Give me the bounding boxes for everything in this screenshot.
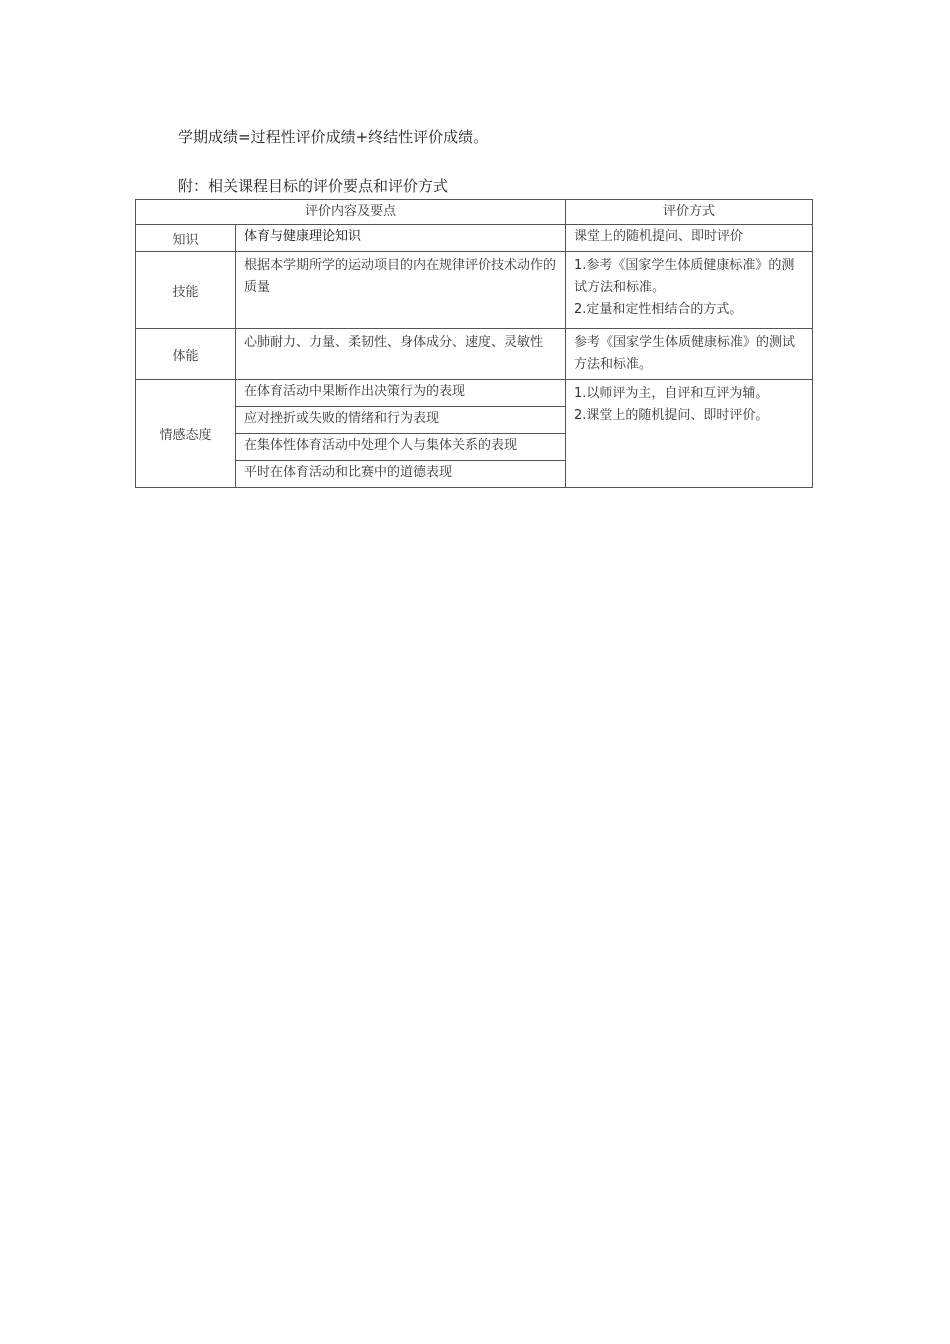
method-line: 1.以师评为主，自评和互评为辅。: [574, 386, 769, 401]
header-method-cell: 评价方式: [566, 200, 813, 225]
evaluation-table: [135, 199, 813, 488]
point-cell: 平时在体育活动和比赛中的道德表现: [236, 461, 566, 488]
category-cell: 知识: [136, 225, 236, 252]
point-cell: 在集体性体育活动中处理个人与集体关系的表现: [236, 434, 566, 461]
table-header-row: [136, 200, 813, 225]
point-cell: 根据本学期所学的运动项目的内在规律评价技术动作的质量: [236, 252, 566, 329]
method-cell: [566, 252, 813, 329]
category-cell: 体能: [136, 329, 236, 380]
method-cell: [566, 380, 813, 488]
table-row: [136, 329, 813, 380]
appendix-title: 附：相关课程目标的评价要点和评价方式: [178, 177, 449, 195]
method-line: 2.定量和定性相结合的方式。: [574, 302, 743, 317]
method-line: 2.课堂上的随机提问、即时评价。: [574, 408, 769, 423]
method-cell: 参考《国家学生体质健康标准》的测试方法和标准。: [566, 329, 813, 380]
category-cell: 情感态度: [136, 380, 236, 488]
category-cell: 技能: [136, 252, 236, 329]
point-cell: 心肺耐力、力量、柔韧性、身体成分、速度、灵敏性: [236, 329, 566, 380]
header-content-cell: 评价内容及要点: [136, 200, 566, 225]
grade-formula-text: 学期成绩=过程性评价成绩+终结性评价成绩。: [178, 128, 489, 146]
table-row: [136, 380, 813, 407]
point-cell: 体育与健康理论知识: [236, 225, 566, 252]
table-row: [136, 252, 813, 329]
point-cell: 在体育活动中果断作出决策行为的表现: [236, 380, 566, 407]
table-row: [136, 225, 813, 252]
method-line: 1.参考《国家学生体质健康标准》的测试方法和标准。: [574, 258, 795, 295]
method-cell: 课堂上的随机提问、即时评价: [566, 225, 813, 252]
point-cell: 应对挫折或失败的情绪和行为表现: [236, 407, 566, 434]
